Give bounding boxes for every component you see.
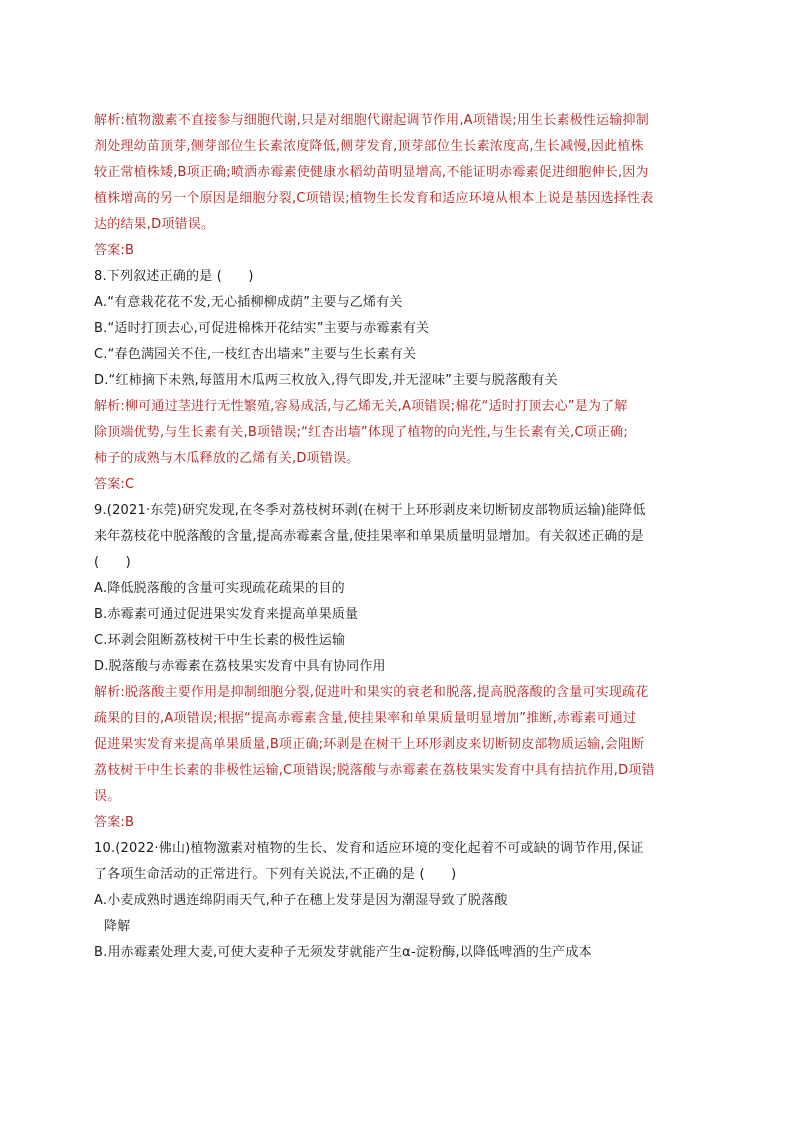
- q7-analysis-line-2: 剂处理幼苗顶芽,侧芽部位生长素浓度降低,侧芽发育,顶芽部位生长素浓度高,生长减慢,因此植株: [94, 139, 644, 154]
- q9-analysis-line-2: 疏果的目的,A项错误;根据“提高赤霉素含量,使挂果率和单果质量明显增加”推断,赤霉素可通过: [94, 711, 637, 726]
- q9-option-c: C.环剥会阻断荔枝树干中生长素的极性运输: [94, 633, 346, 648]
- q7-analysis-line-4: 植株增高的另一个原因是细胞分裂,C项错误;植物生长发育和适应环境从根本上说是基因选择性表: [94, 191, 654, 206]
- q9-stem-line-2: 来年荔枝花中脱落酸的含量,提高赤霉素含量,使挂果率和单果质量明显增加。有关叙述正确的是: [94, 529, 644, 544]
- q9-stem-line-3: ( ): [94, 555, 131, 570]
- q8-analysis-line-2: 除顶端优势,与生长素有关,B项错误;“红杏出墙”体现了植物的向光性,与生长素有关,C项正确;: [94, 425, 628, 440]
- q9-answer: 答案:B: [94, 815, 135, 830]
- q9-option-b: B.赤霉素可通过促进果实发育来提高单果质量: [94, 607, 359, 622]
- q8-stem: 8.下列叙述正确的是 ( ): [94, 269, 254, 284]
- q9-analysis-line-3: 促进果实发育来提高单果质量,B项正确;环剥是在树干上环形剥皮来切断韧皮部物质运输,会阻断: [94, 737, 645, 752]
- q9-option-d: D.脱落酸与赤霉素在荔枝果实发育中具有协同作用: [94, 659, 386, 674]
- q10-option-a-continuation: 降解: [104, 919, 131, 934]
- q10-stem-line-1: 10.(2022·佛山)植物激素对植物的生长、发育和适应环境的变化起着不可或缺的调节作用,保证: [94, 841, 644, 856]
- q9-option-a: A.降低脱落酸的含量可实现疏花疏果的目的: [94, 581, 345, 596]
- q9-analysis-line-1: 解析:脱落酸主要作用是抑制细胞分裂,促进叶和果实的衰老和脱落,提高脱落酸的含量可实现疏花: [94, 685, 649, 700]
- q7-analysis-line-3: 较正常植株矮,B项正确;喷洒赤霉素使健康水稻幼苗明显增高,不能证明赤霉素促进细胞伸长,因为: [94, 165, 649, 180]
- q9-analysis-line-4: 荔枝树干中生长素的非极性运输,C项错误;脱落酸与赤霉素在荔枝果实发育中具有拮抗作用,D项错: [94, 763, 655, 778]
- q8-answer: 答案:C: [94, 477, 135, 492]
- q8-option-c: C.“春色满园关不住,一枝红杏出墙来”主要与生长素有关: [94, 347, 417, 362]
- q8-analysis-line-3: 柿子的成熟与木瓜释放的乙烯有关,D项错误。: [94, 451, 360, 466]
- q10-option-a: A.小麦成熟时遇连绵阴雨天气,种子在穗上发芽是因为潮湿导致了脱落酸: [94, 893, 508, 908]
- q10-option-b: B.用赤霉素处理大麦,可使大麦种子无须发芽就能产生α-淀粉酶,以降低啤酒的生产成本: [94, 945, 592, 960]
- q8-analysis-line-1: 解析:柳可通过茎进行无性繁殖,容易成活,与乙烯无关,A项错误;棉花“适时打顶去心”是为了解: [94, 399, 628, 414]
- q10-stem-line-2: 了各项生命活动的正常进行。下列有关说法,不正确的是 ( ): [94, 867, 457, 882]
- q9-stem-line-1: 9.(2021·东莞)研究发现,在冬季对荔枝树环剥(在树干上环形剥皮来切断韧皮部物质运输)能降低: [94, 503, 646, 518]
- q8-option-b: B.“适时打顶去心,可促进棉株开花结实”主要与赤霉素有关: [94, 321, 430, 336]
- q7-answer: 答案:B: [94, 243, 135, 258]
- q9-analysis-line-5: 误。: [94, 789, 121, 804]
- q7-analysis-line-1: 解析:植物激素不直接参与细胞代谢,只是对细胞代谢起调节作用,A项错误;用生长素极性运输抑制: [94, 113, 649, 128]
- q7-analysis-line-5: 达的结果,D项错误。: [94, 217, 215, 232]
- q8-option-a: A.“有意栽花花不发,无心插柳柳成荫”主要与乙烯有关: [94, 295, 403, 310]
- q8-option-d: D.“红柿摘下未熟,每篮用木瓜两三枚放入,得气即发,并无涩味”主要与脱落酸有关: [94, 373, 558, 388]
